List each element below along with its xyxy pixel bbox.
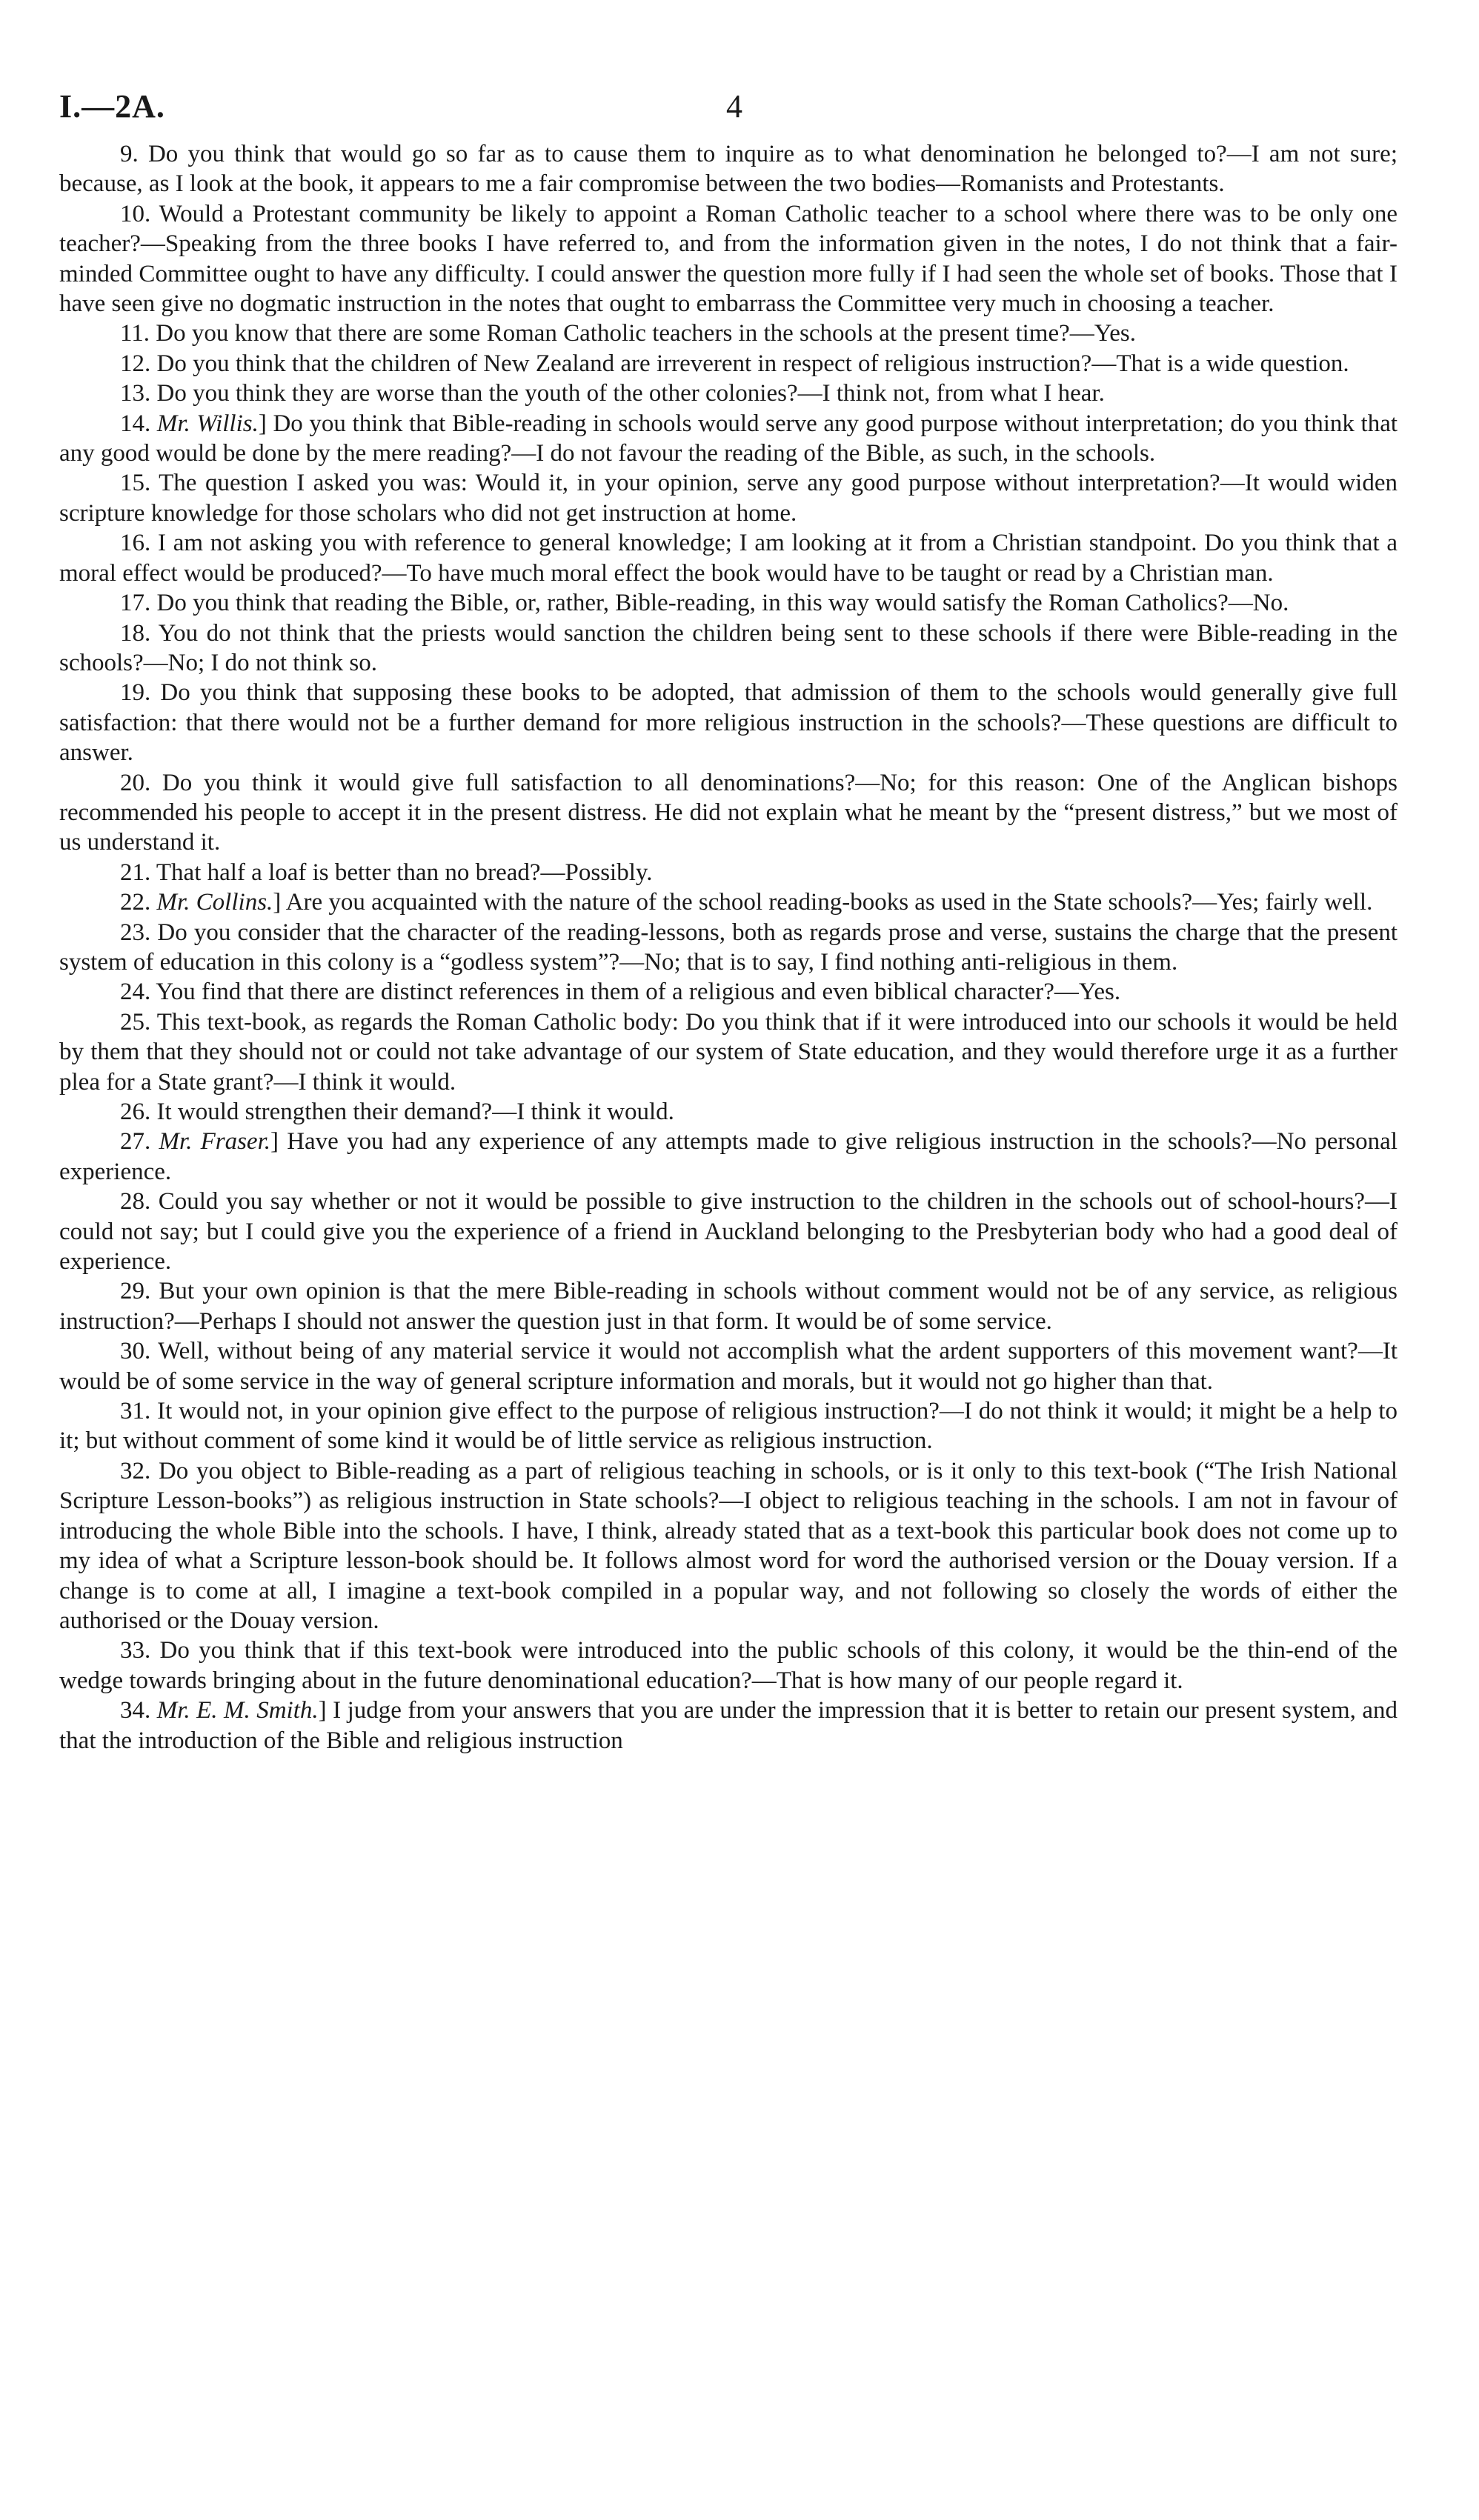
paragraph-text: 9. Do you think that would go so far as to cause them to inquire as to what denomination he belonged to?—I am not sure; because, as I look at the book, it appears to me a fair compromise between the two bodies—Romanists and Protestants. [59, 141, 1397, 198]
paragraph-text: 16. I am not asking you with reference to general knowledge; I am looking at it from a Christian standpoint. Do you think that a moral effect would be produced?—To have much moral effect the book would have to be taught or read by a Christian man. [59, 530, 1397, 587]
paragraph-text: 25. This text-book, as regards the Roman Catholic body: Do you think that if it were introduced into our schools it would be held by them that they should not or could not take advantage of our system of State education, and they would therefore urge it as a further plea for a State grant?—I think it would. [59, 1008, 1397, 1096]
page-number: 4 [726, 88, 742, 124]
question-paragraph [59, 409, 1397, 469]
question-paragraph [59, 768, 1397, 858]
question-paragraph [59, 1127, 1397, 1187]
question-paragraph [59, 1696, 1397, 1756]
question-paragraph [59, 887, 1397, 917]
speaker-name: Mr. Fraser. [159, 1128, 271, 1156]
question-paragraph [59, 619, 1397, 679]
speaker-name: Mr. Willis. [156, 410, 259, 437]
question-paragraph [59, 1187, 1397, 1276]
speaker-name: Mr. Collins. [156, 889, 273, 916]
question-paragraph [59, 1336, 1397, 1396]
paragraph-text: 31. It would not, in your opinion give effect to the purpose of religious instruction?—I do not think it would; it might be a help to it; but without comment of some kind it would be of little service as religious instruction. [59, 1398, 1397, 1455]
question-paragraph [59, 468, 1397, 528]
question-paragraph [59, 977, 1397, 1007]
paragraph-text: 12. Do you think that the children of New Zealand are irreverent in respect of religious instruction?—That is a wide question. [120, 350, 1349, 377]
paragraph-text: ] Do you think that Bible-reading in schools would serve any good purpose without interpretation; do you think that any good would be done by the mere reading?—I do not favour the reading of the Bible, as such, in the schools. [59, 410, 1398, 467]
paragraph-text: 20. Do you think it would give full satisfaction to all denominations?—No; for this reason: One of the Anglican bishops recommended his people to accept it in the present distress. He did not explain what he meant by the “present distress,” but we most of us understand it. [59, 769, 1397, 856]
paragraph-text: 30. Well, without being of any material service it would not accomplish what the ardent supporters of this movement want?—It would be of some service in the way of general scripture information and morals, but it would not go higher than that. [59, 1338, 1397, 1395]
paragraph-text: 23. Do you consider that the character of the reading-lessons, both as regards prose and verse, sustains the charge that the present system of education in this colony is a “godless system”?—No; that is to say, I find nothing anti-religious in them. [59, 919, 1397, 976]
question-number: 22. [120, 889, 157, 916]
paragraph-text: 28. Could you say whether or not it would be possible to give instruction to the children in the schools out of school-hours?—I could not say; but I could give you the experience of a friend in Auckland belonging to the Presbyterian body who had a good deal of experience. [59, 1188, 1397, 1276]
question-paragraph [59, 1276, 1397, 1336]
question-paragraph [59, 1097, 1397, 1127]
paragraph-text: 10. Would a Protestant community be likely to appoint a Roman Catholic teacher to a school where there was to be only one teacher?—Speaking from the three books I have referred to, and from the information given in the notes, I do not think that a fair-minded Committee ought to have any difficulty. I could answer the question more fully if I had seen the whole set of books. Those that I have seen give no dogmatic instruction in the notes that ought to embarrass the Committee very much in choosing a teacher. [59, 200, 1397, 318]
question-paragraph [59, 379, 1397, 408]
question-paragraph [59, 1007, 1397, 1097]
question-paragraph [59, 858, 1397, 887]
question-paragraph [59, 199, 1397, 319]
question-paragraph [59, 319, 1397, 348]
paragraph-text: 26. It would strengthen their demand?—I think it would. [120, 1099, 674, 1125]
paragraph-text: 24. You find that there are distinct references in them of a religious and even biblical character?—Yes. [120, 979, 1121, 1006]
paragraph-text: 18. You do not think that the priests would sanction the children being sent to these schools if there were Bible-reading in the schools?—No; I do not think so. [59, 619, 1397, 676]
question-number: 27. [120, 1128, 159, 1156]
paragraph-text: 32. Do you object to Bible-reading as a part of religious teaching in schools, or is it only to this text-book (“The Irish National Scripture Lesson-books”) as religious instruction in State schools?—I object to religious teaching in the schools. I am not in favour of introducing the whole Bible into the schools. I have, I think, already stated that as a text-book this particular book does not come up to my idea of what a Scripture lesson-book should be. It follows almost word for word the authorised version or the Douay version. If a change is to come at all, I imagine a text-book compiled in a popular way, and not following so closely the words of either the authorised or the Douay version. [59, 1457, 1397, 1634]
paragraph-text: 11. Do you know that there are some Roman Catholic teachers in the schools at the present time?—Yes. [120, 320, 1137, 347]
question-paragraph [59, 1456, 1397, 1636]
paragraph-text: 29. But your own opinion is that the mere Bible-reading in schools without comment would not be of any service, as religious instruction?—Perhaps I should not answer the question just in that form. It would be of some service. [59, 1278, 1397, 1335]
speaker-name: Mr. E. M. Smith. [156, 1697, 319, 1724]
question-paragraph [59, 349, 1397, 379]
paragraph-text: 15. The question I asked you was: Would it, in your opinion, serve any good purpose without interpretation?—It would widen scripture knowledge for those scholars who did not get instruction at home. [59, 470, 1397, 527]
document-reference: I.—2A. [59, 88, 165, 124]
page-header [59, 74, 1397, 139]
question-paragraph [59, 528, 1397, 588]
paragraph-text: ] I judge from your answers that you are under the impression that it is better to retain our present system, and that the introduction of the Bible and religious instruction [59, 1697, 1397, 1754]
paragraph-text: 13. Do you think they are worse than the youth of the other colonies?—I think not, from what I hear. [120, 380, 1105, 407]
paragraph-text: 17. Do you think that reading the Bible, or, rather, Bible-reading, in this way would satisfy the Roman Catholics?—No. [120, 590, 1289, 617]
question-paragraph [59, 1636, 1397, 1696]
document-page [59, 74, 1397, 2474]
paragraph-text: 33. Do you think that if this text-book were introduced into the public schools of this colony, it would be the thin-end of the wedge towards bringing about in the future denominational education?—That is how many of our people regard it. [59, 1637, 1397, 1694]
paragraph-text: 19. Do you think that supposing these books to be adopted, that admission of them to the schools would generally give full satisfaction: that there would not be a further demand for more religious instruction in the schools?—These questions are difficult to answer. [59, 679, 1397, 767]
question-paragraph [59, 678, 1397, 767]
question-number: 34. [120, 1697, 157, 1724]
evidence-text [59, 139, 1397, 1756]
paragraph-text: 21. That half a loaf is better than no bread?—Possibly. [120, 859, 653, 886]
question-paragraph [59, 588, 1397, 618]
question-paragraph [59, 1396, 1397, 1456]
question-number: 14. [120, 410, 157, 437]
paragraph-text: ] Are you acquainted with the nature of the school reading-books as used in the State schools?—Yes; fairly well. [273, 889, 1373, 916]
question-paragraph [59, 918, 1397, 978]
question-paragraph [59, 139, 1397, 199]
paragraph-text: ] Have you had any experience of any attempts made to give religious instruction in the schools?—No personal experience. [59, 1128, 1397, 1185]
